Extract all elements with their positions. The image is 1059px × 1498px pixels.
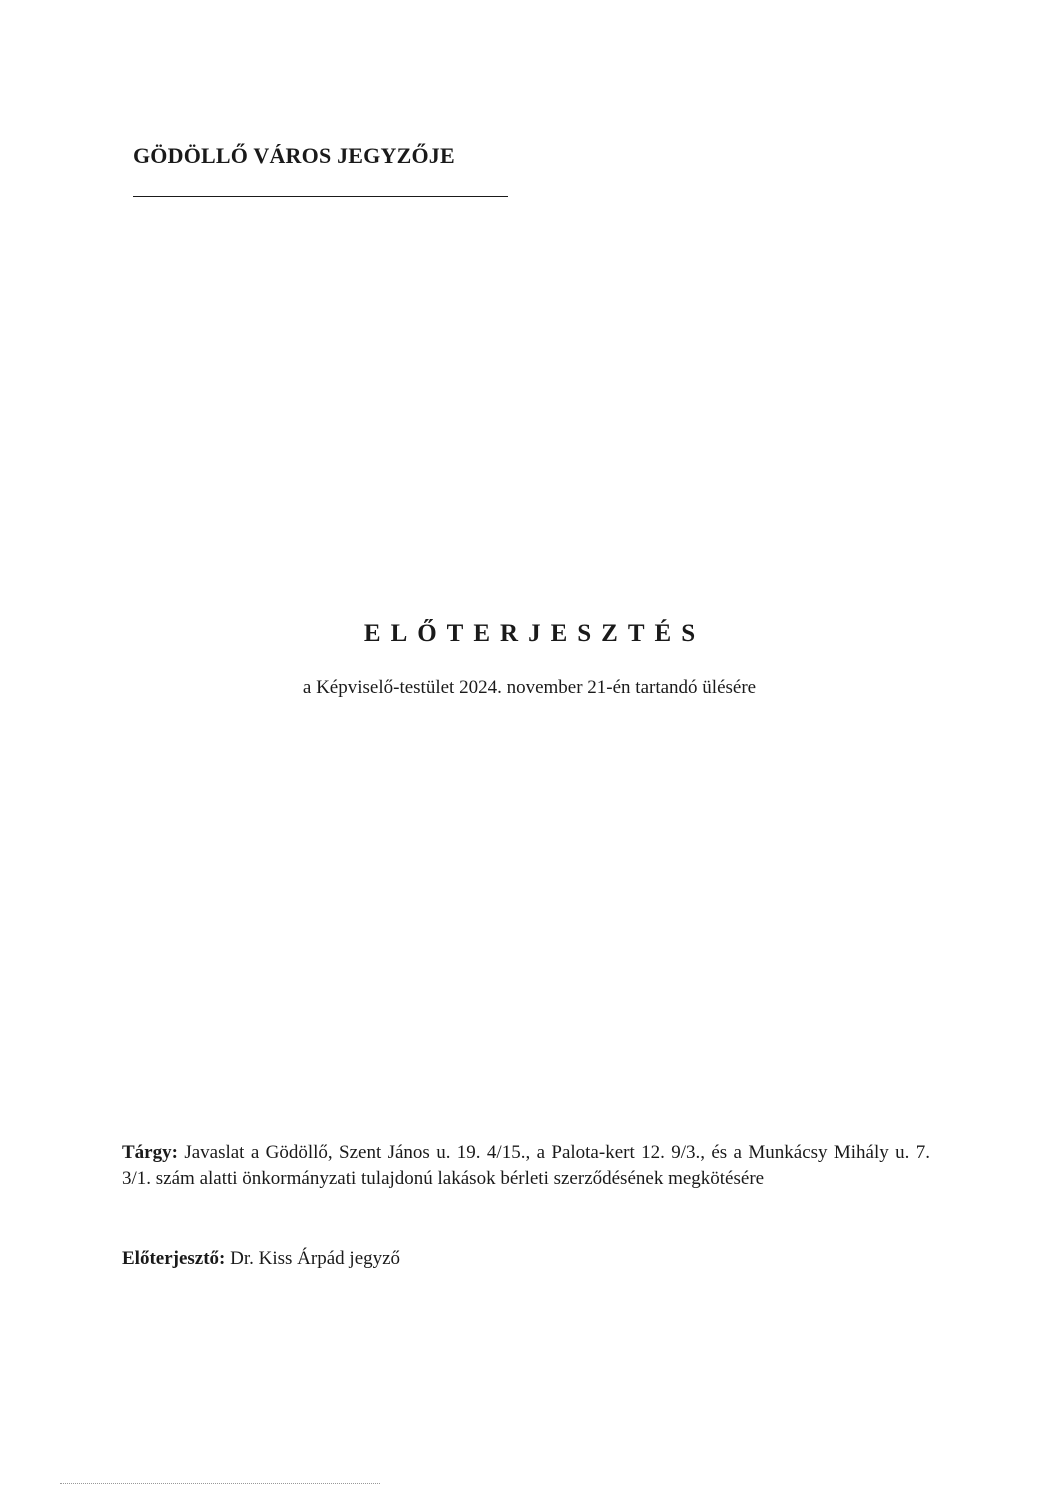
subject-label: Tárgy:: [122, 1142, 178, 1163]
document-subtitle: a Képviselő-testület 2024. november 21-én tartandó ülésére: [302, 677, 757, 698]
presenter-line: [122, 1248, 400, 1270]
presenter-label: Előterjesztő:: [122, 1248, 226, 1269]
presenter-name: Dr. Kiss Árpád jegyző: [230, 1248, 401, 1269]
heading-underline: [133, 196, 508, 197]
subject-paragraph: [122, 1140, 930, 1192]
subject-text: Javaslat a Gödöllő, Szent János u. 19. 4/15., a Palota-kert 12. 9/3., és a Munkácsy Mihály u. 7. 3/1. szám alatti önkormányzati tulajdonú lakások bérleti szerződésének megkötésére: [122, 1142, 931, 1189]
issuer-heading: GÖDÖLLŐ VÁROS JEGYZŐJE: [133, 143, 455, 168]
footer-scan-artifact: [60, 1483, 380, 1484]
document-title: ELŐTERJESZTÉS: [363, 620, 706, 647]
